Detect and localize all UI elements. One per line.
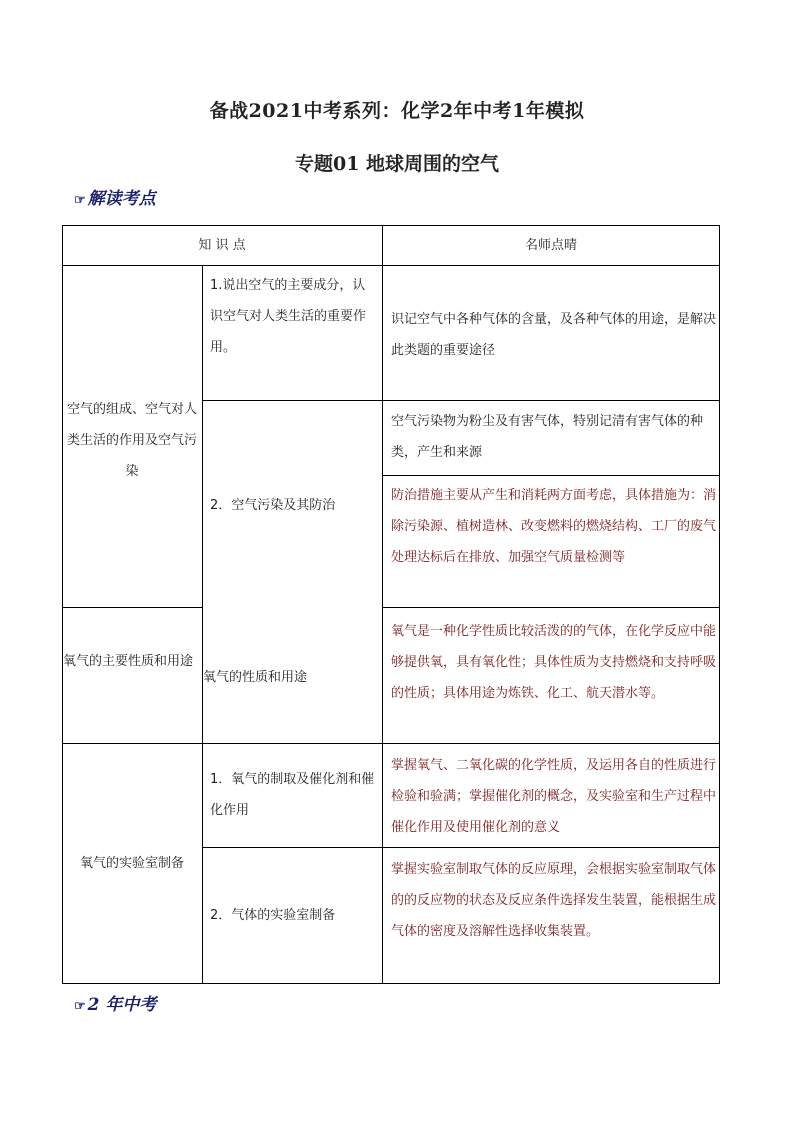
table-border-right (719, 225, 720, 984)
table-col-rule (202, 265, 203, 984)
table-rule (62, 607, 202, 608)
table-rule (62, 743, 720, 744)
topic-cell: 空气的组成、空气对人类生活的作用及空气污染 (66, 402, 197, 479)
topic-cell: 氧气的实验室制备 (79, 856, 184, 871)
table-rule (62, 265, 720, 266)
note-cell: 识记空气中各种气体的含量，及各种气体的用途，是解决此类题的重要途径 (391, 312, 717, 358)
note-cell: 掌握实验室制取气体的反应原理，会根据实验室制取气体的的反应物的状态及反应条件选择发生装置，能根据生成气体的密度及溶解性选择收集装置。 (391, 862, 717, 939)
topic-cell: 氧气的主要性质和用途 (63, 654, 194, 669)
note-cell: 空气污染物为粉尘及有害气体，特别记清有害气体的种类，产生和来源 (391, 414, 704, 460)
pointing-hand-icon: ☞ (74, 193, 86, 208)
table-rule (382, 607, 720, 608)
section-heading-interpret: ☞ 解读考点 (74, 189, 156, 209)
point-cell: 氧气的性质和用途 (203, 670, 308, 685)
page-title: 备战2021中考系列：化学2年中考1年模拟 (209, 100, 585, 122)
table-border-bottom (62, 983, 720, 984)
pointing-hand-icon: ☞ (74, 999, 86, 1014)
col-header-knowledge: 知 识 点 (198, 238, 246, 253)
page-subtitle: 专题01 地球周围的空气 (294, 153, 500, 175)
table-col-rule (382, 225, 383, 984)
point-cell: 2．空气污染及其防治 (210, 498, 336, 513)
note-cell: 掌握氧气、二氧化碳的化学性质，及运用各自的性质进行检验和验满；掌握催化剂的概念，及实验室和生产过程中催化作用及使用催化剂的意义 (391, 758, 717, 835)
point-cell: 1.说出空气的主要成分，认识空气对人类生活的重要作用。 (210, 278, 367, 355)
note-cell: 氧气是一种化学性质比较活泼的的气体，在化学反应中能够提供氧，具有氧化性；具体性质为支持燃烧和支持呼吸的性质；具体用途为炼铁、化工、航天潜水等。 (391, 624, 717, 701)
table-rule (202, 400, 720, 401)
table-rule (382, 475, 720, 476)
point-cell: 2．气体的实验室制备 (210, 908, 336, 923)
col-header-notes: 名师点晴 (524, 238, 577, 253)
point-cell: 1．氧气的制取及催化剂和催化作用 (210, 772, 375, 818)
section-heading-two-year: ☞ 2 年中考 (74, 995, 157, 1015)
note-cell: 防治措施主要从产生和消耗两方面考虑，具体措施为：消除污染源、植树造林、改变燃料的燃烧结构、工厂的废气处理达标后在排放、加强空气质量检测等 (391, 488, 717, 565)
table-border-left (62, 225, 63, 984)
table-border-top (62, 225, 720, 226)
table-rule (202, 847, 720, 848)
